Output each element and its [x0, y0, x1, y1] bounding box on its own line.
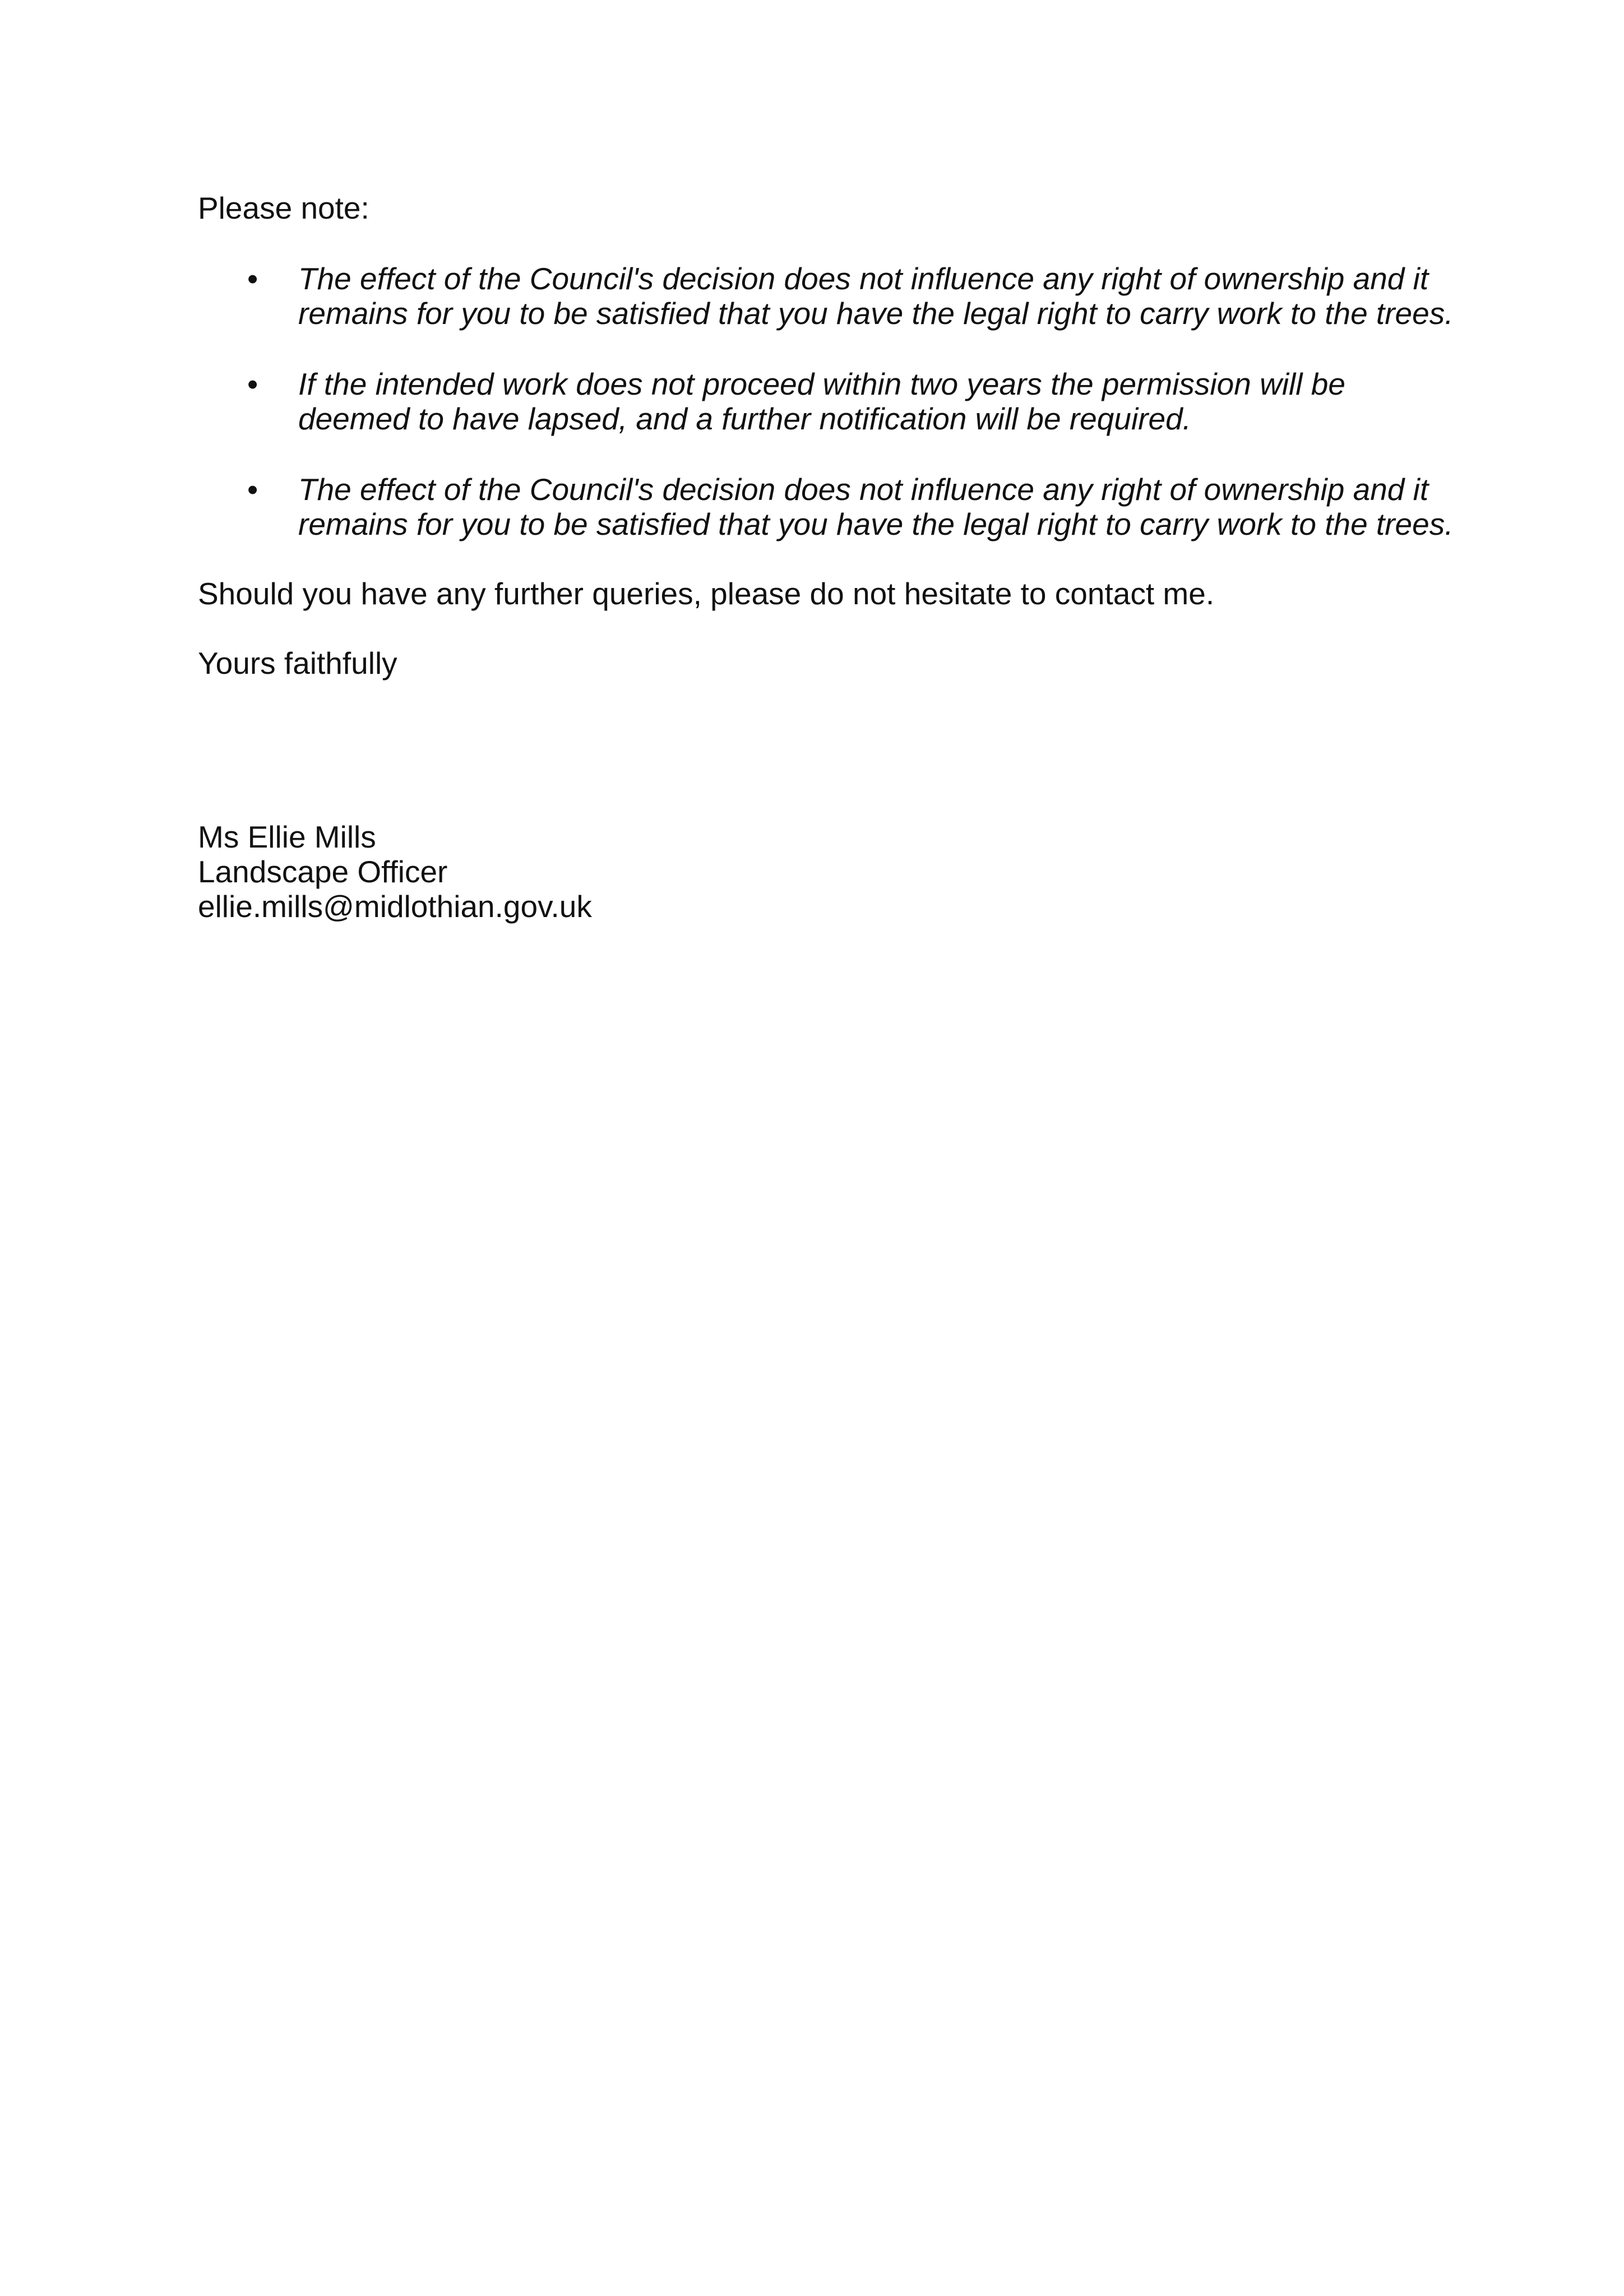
signatory-email: ellie.mills@midlothian.gov.uk [198, 889, 592, 924]
note-text: If the intended work does not proceed within two years the permission will be deemed to have lapsed, and a further notification will be required. [298, 367, 1345, 436]
note-item [198, 367, 1465, 436]
closing-text: Should you have any further queries, please do not hesitate to contact me. [198, 576, 1215, 611]
signatory-name: Ms Ellie Mills [198, 820, 376, 854]
bullet-icon: • [247, 367, 258, 401]
letter-body [198, 191, 1465, 924]
note-item [198, 261, 1465, 331]
signoff-text: Yours faithfully [198, 646, 397, 681]
intro-text: Please note: [198, 191, 369, 225]
note-text: The effect of the Council's decision does not influence any right of ownership and it remains for you to be satisfied that you have the legal right to carry work to the trees. [298, 261, 1454, 331]
note-text: The effect of the Council's decision does not influence any right of ownership and it remains for you to be satisfied that you have the legal right to carry work to the trees. [298, 472, 1454, 541]
notes-list [198, 261, 1465, 541]
bullet-icon: • [247, 261, 258, 296]
note-item [198, 472, 1465, 541]
bullet-icon: • [247, 472, 258, 507]
signatory-title: Landscape Officer [198, 854, 448, 889]
signature-block [198, 820, 1465, 924]
